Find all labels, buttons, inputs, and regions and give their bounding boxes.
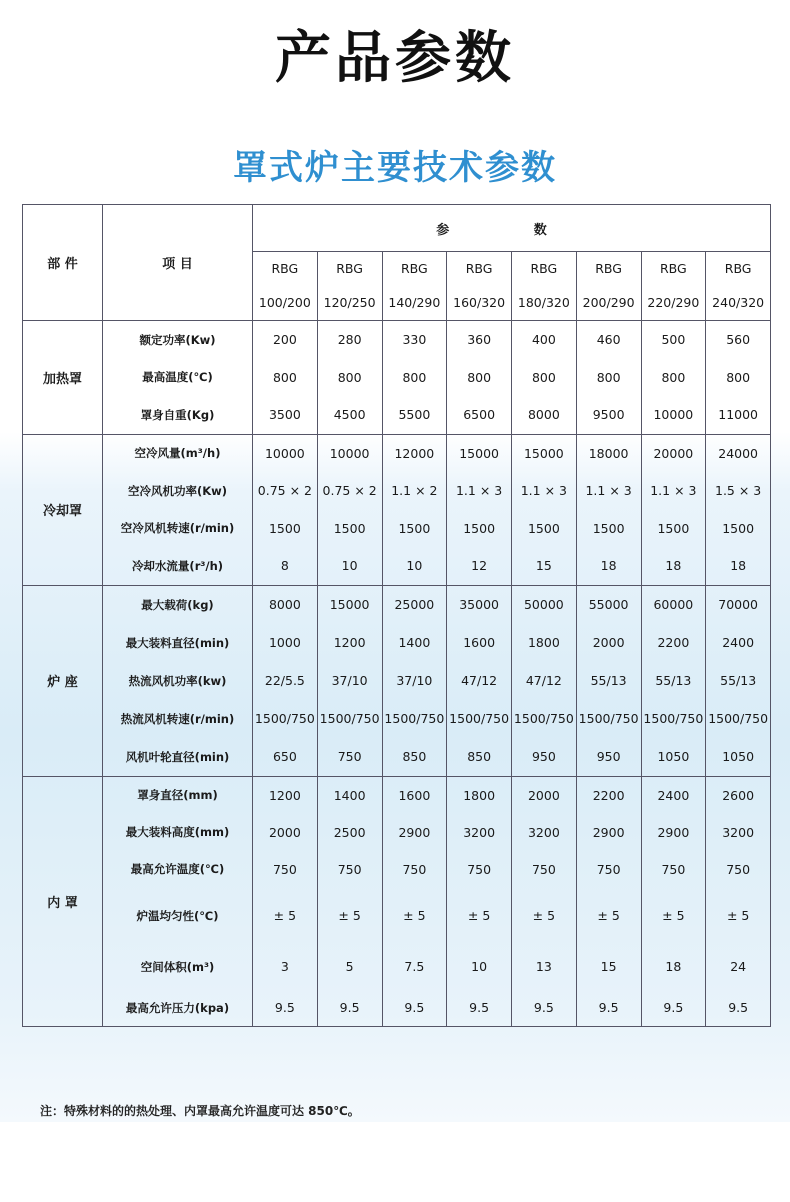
value-cell: 12000 — [382, 434, 447, 472]
model-label: RBG — [530, 261, 558, 276]
value-cell: 1500/750 — [576, 700, 641, 738]
table-row — [23, 888, 771, 944]
value-cell: 1500/750 — [253, 700, 318, 738]
model-cell — [576, 252, 641, 321]
value-cell: 9.5 — [641, 990, 706, 1027]
value-cell: 0.75 × 2 — [253, 472, 318, 510]
value-cell: 4500 — [317, 396, 382, 434]
value-cell: 3500 — [253, 396, 318, 434]
model-cell — [253, 252, 318, 321]
value-cell: 18 — [641, 547, 706, 585]
value-cell: 18 — [706, 547, 771, 585]
value-cell: 9.5 — [253, 990, 318, 1027]
value-cell: ± 5 — [317, 888, 382, 944]
value-cell: 2900 — [641, 814, 706, 851]
item-cell: 罩身自重(Kg) — [103, 396, 253, 434]
table-row — [23, 814, 771, 851]
value-cell: 750 — [512, 851, 577, 888]
model-cell — [382, 252, 447, 321]
value-cell: 2200 — [576, 776, 641, 814]
value-cell: 7.5 — [382, 944, 447, 990]
model-label: RBG — [336, 261, 363, 276]
value-cell: 2600 — [706, 776, 771, 814]
part-cell: 冷却罩 — [23, 434, 103, 585]
item-cell: 空间体积(m³) — [103, 944, 253, 990]
value-cell: 1500/750 — [706, 700, 771, 738]
item-cell: 热流风机功率(kw) — [103, 662, 253, 700]
value-cell: 15000 — [317, 585, 382, 624]
value-cell: 24 — [706, 944, 771, 990]
value-cell: 750 — [706, 851, 771, 888]
value-cell: 560 — [706, 321, 771, 359]
value-cell: 1800 — [512, 624, 577, 662]
value-cell: 18000 — [576, 434, 641, 472]
value-cell: 25000 — [382, 585, 447, 624]
item-cell: 最高允许温度(℃) — [103, 851, 253, 888]
value-cell: 5 — [317, 944, 382, 990]
value-cell: 950 — [576, 738, 641, 777]
value-cell: 10000 — [641, 396, 706, 434]
value-cell: 35000 — [447, 585, 512, 624]
value-cell: 1500 — [706, 510, 771, 548]
value-cell: 55/13 — [576, 662, 641, 700]
item-cell: 最高允许压力(kpa) — [103, 990, 253, 1027]
model-cell — [512, 252, 577, 321]
value-cell: 18 — [576, 547, 641, 585]
model-label: RBG — [660, 261, 687, 276]
value-cell: 800 — [382, 359, 447, 397]
model-label: 220/290 — [647, 295, 700, 310]
value-cell: 50000 — [512, 585, 577, 624]
value-cell: 9.5 — [512, 990, 577, 1027]
value-cell: 10000 — [317, 434, 382, 472]
value-cell: 37/10 — [317, 662, 382, 700]
value-cell: 460 — [576, 321, 641, 359]
model-cell — [317, 252, 382, 321]
value-cell: 11000 — [706, 396, 771, 434]
value-cell: 1.1 × 3 — [641, 472, 706, 510]
value-cell: 800 — [576, 359, 641, 397]
value-cell: 650 — [253, 738, 318, 777]
value-cell: 2200 — [641, 624, 706, 662]
value-cell: ± 5 — [253, 888, 318, 944]
value-cell: 12 — [447, 547, 512, 585]
part-cell: 加热罩 — [23, 321, 103, 435]
value-cell: 15 — [512, 547, 577, 585]
value-cell: 2500 — [317, 814, 382, 851]
value-cell: 5500 — [382, 396, 447, 434]
value-cell: 950 — [512, 738, 577, 777]
model-label: 120/250 — [323, 295, 376, 310]
value-cell: 8000 — [512, 396, 577, 434]
value-cell: 55/13 — [641, 662, 706, 700]
value-cell: 10000 — [253, 434, 318, 472]
value-cell: 9.5 — [447, 990, 512, 1027]
value-cell: 800 — [512, 359, 577, 397]
value-cell: 1500/750 — [382, 700, 447, 738]
value-cell: 1200 — [253, 776, 318, 814]
value-cell: 750 — [382, 851, 447, 888]
value-cell: 9.5 — [706, 990, 771, 1027]
table-row — [23, 662, 771, 700]
table-row — [23, 851, 771, 888]
table-row — [23, 624, 771, 662]
item-cell: 冷却水流量(r³/h) — [103, 547, 253, 585]
value-cell: 0.75 × 2 — [317, 472, 382, 510]
item-cell: 空冷风机转速(r/min) — [103, 510, 253, 548]
value-cell: 47/12 — [447, 662, 512, 700]
value-cell: 55000 — [576, 585, 641, 624]
item-cell: 风机叶轮直径(min) — [103, 738, 253, 777]
value-cell: 22/5.5 — [253, 662, 318, 700]
value-cell: 1600 — [447, 624, 512, 662]
value-cell: 2000 — [512, 776, 577, 814]
table-row — [23, 359, 771, 397]
value-cell: 1.5 × 3 — [706, 472, 771, 510]
value-cell: ± 5 — [706, 888, 771, 944]
value-cell: 1.1 × 2 — [382, 472, 447, 510]
value-cell: 70000 — [706, 585, 771, 624]
value-cell: 800 — [447, 359, 512, 397]
value-cell: 800 — [317, 359, 382, 397]
table-row — [23, 776, 771, 814]
value-cell: 850 — [447, 738, 512, 777]
value-cell: 1600 — [382, 776, 447, 814]
spec-table — [22, 204, 771, 1027]
value-cell: 10 — [382, 547, 447, 585]
value-cell: 15 — [576, 944, 641, 990]
table-row — [23, 700, 771, 738]
value-cell: 1500 — [576, 510, 641, 548]
table-subtitle: 罩式炉主要技术参数 — [233, 148, 557, 188]
table-row — [23, 321, 771, 359]
value-cell: 800 — [641, 359, 706, 397]
value-cell: 9.5 — [317, 990, 382, 1027]
value-cell: 47/12 — [512, 662, 577, 700]
value-cell: 1500/750 — [512, 700, 577, 738]
header-item: 项 目 — [103, 205, 253, 321]
value-cell: 1.1 × 3 — [447, 472, 512, 510]
value-cell: 6500 — [447, 396, 512, 434]
item-cell: 炉温均匀性(℃) — [103, 888, 253, 944]
value-cell: ± 5 — [382, 888, 447, 944]
model-label: 100/200 — [258, 295, 311, 310]
value-cell: 15000 — [512, 434, 577, 472]
value-cell: 1500 — [317, 510, 382, 548]
item-cell: 最大装料直径(min) — [103, 624, 253, 662]
page-title: 产品参数 — [275, 26, 515, 91]
value-cell: 1000 — [253, 624, 318, 662]
value-cell: 200 — [253, 321, 318, 359]
value-cell: 13 — [512, 944, 577, 990]
value-cell: 750 — [576, 851, 641, 888]
table-row — [23, 547, 771, 585]
value-cell: 750 — [317, 738, 382, 777]
value-cell: 1500/750 — [447, 700, 512, 738]
value-cell: 10 — [317, 547, 382, 585]
value-cell: 1500 — [447, 510, 512, 548]
value-cell: 1500/750 — [317, 700, 382, 738]
value-cell: ± 5 — [447, 888, 512, 944]
value-cell: 37/10 — [382, 662, 447, 700]
model-label: RBG — [465, 261, 493, 276]
table-row — [23, 990, 771, 1027]
value-cell: 750 — [253, 851, 318, 888]
value-cell: 18 — [641, 944, 706, 990]
value-cell: 1500 — [253, 510, 318, 548]
model-label: 180/320 — [517, 295, 570, 310]
value-cell: 750 — [447, 851, 512, 888]
value-cell: 850 — [382, 738, 447, 777]
item-cell: 热流风机转速(r/min) — [103, 700, 253, 738]
value-cell: 9500 — [576, 396, 641, 434]
value-cell: 2900 — [576, 814, 641, 851]
value-cell: 1400 — [317, 776, 382, 814]
value-cell: 360 — [447, 321, 512, 359]
table-row — [23, 585, 771, 624]
table-row — [23, 472, 771, 510]
table-row — [23, 396, 771, 434]
model-label: RBG — [724, 261, 752, 276]
value-cell: ± 5 — [512, 888, 577, 944]
value-cell: 8000 — [253, 585, 318, 624]
value-cell: 280 — [317, 321, 382, 359]
item-cell: 额定功率(Kw) — [103, 321, 253, 359]
value-cell: 2000 — [576, 624, 641, 662]
model-label: 200/290 — [582, 295, 635, 310]
part-cell: 炉 座 — [23, 585, 103, 776]
value-cell: 750 — [317, 851, 382, 888]
model-label: RBG — [401, 261, 428, 276]
value-cell: 3200 — [447, 814, 512, 851]
value-cell: 330 — [382, 321, 447, 359]
value-cell: 10 — [447, 944, 512, 990]
part-cell: 内 罩 — [23, 776, 103, 1026]
table-row — [23, 738, 771, 777]
header-params: 参 数 — [253, 205, 771, 252]
item-cell: 空冷风机功率(Kw) — [103, 472, 253, 510]
value-cell: 24000 — [706, 434, 771, 472]
value-cell: ± 5 — [576, 888, 641, 944]
value-cell: ± 5 — [641, 888, 706, 944]
value-cell: 2000 — [253, 814, 318, 851]
value-cell: 1800 — [447, 776, 512, 814]
value-cell: 1400 — [382, 624, 447, 662]
item-cell: 罩身直径(mm) — [103, 776, 253, 814]
value-cell: 750 — [641, 851, 706, 888]
value-cell: 1200 — [317, 624, 382, 662]
value-cell: 3200 — [512, 814, 577, 851]
footnote: 注：特殊材料的的热处理、内罩最高允许温度可达 850℃。 — [40, 1104, 360, 1118]
value-cell: 1500 — [512, 510, 577, 548]
value-cell: 8 — [253, 547, 318, 585]
value-cell: 1050 — [641, 738, 706, 777]
value-cell: 3 — [253, 944, 318, 990]
item-cell: 最高温度(℃) — [103, 359, 253, 397]
model-cell — [706, 252, 771, 321]
table-row — [23, 434, 771, 472]
model-label: 240/320 — [712, 295, 765, 310]
value-cell: 500 — [641, 321, 706, 359]
value-cell: 400 — [512, 321, 577, 359]
item-cell: 空冷风量(m³/h) — [103, 434, 253, 472]
model-label: RBG — [271, 261, 299, 276]
value-cell: 9.5 — [382, 990, 447, 1027]
model-label: 140/290 — [388, 295, 441, 310]
value-cell: 1500 — [382, 510, 447, 548]
value-cell: 1050 — [706, 738, 771, 777]
model-cell — [641, 252, 706, 321]
value-cell: 1.1 × 3 — [512, 472, 577, 510]
value-cell: 1500 — [641, 510, 706, 548]
value-cell: 3200 — [706, 814, 771, 851]
value-cell: 60000 — [641, 585, 706, 624]
header-row — [23, 205, 771, 252]
value-cell: 1500/750 — [641, 700, 706, 738]
item-cell: 最大装料高度(mm) — [103, 814, 253, 851]
model-label: 160/320 — [453, 295, 506, 310]
value-cell: 20000 — [641, 434, 706, 472]
value-cell: 9.5 — [576, 990, 641, 1027]
item-cell: 最大载荷(kg) — [103, 585, 253, 624]
value-cell: 15000 — [447, 434, 512, 472]
header-part: 部 件 — [23, 205, 103, 321]
model-label: RBG — [595, 261, 622, 276]
value-cell: 55/13 — [706, 662, 771, 700]
value-cell: 1.1 × 3 — [576, 472, 641, 510]
value-cell: 2400 — [641, 776, 706, 814]
value-cell: 800 — [253, 359, 318, 397]
value-cell: 800 — [706, 359, 771, 397]
table-row — [23, 944, 771, 990]
model-cell — [447, 252, 512, 321]
value-cell: 2400 — [706, 624, 771, 662]
value-cell: 2900 — [382, 814, 447, 851]
table-row — [23, 510, 771, 548]
